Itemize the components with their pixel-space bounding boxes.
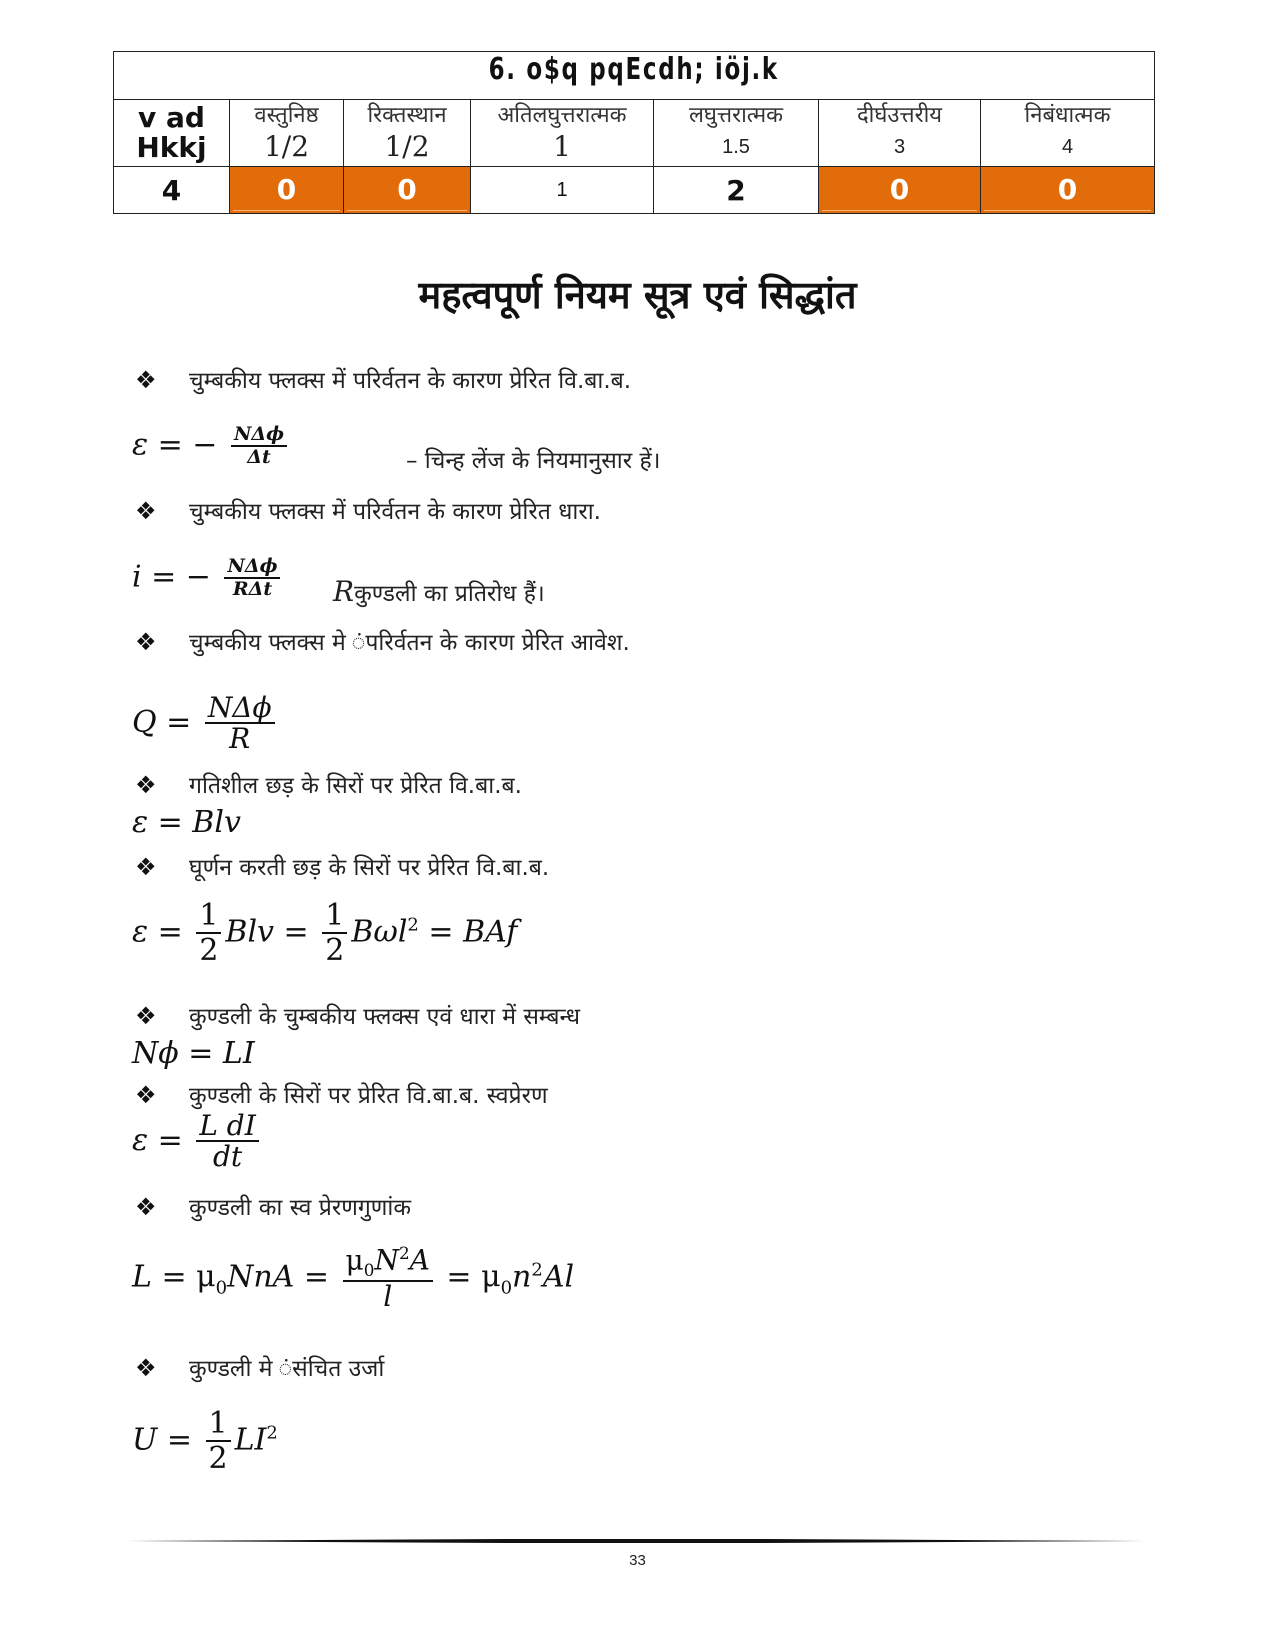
- bullet-induced-charge: [135, 625, 630, 657]
- bullet-diamond-icon: ❖: [135, 366, 157, 394]
- bullet-induced-emf: [135, 363, 631, 395]
- total-marks-header: [114, 100, 230, 167]
- formula-stored-energy: U = $\frac{1}{2}$ $LI^2$: [132, 1406, 278, 1476]
- formula-self-induction-emf: ε = $\frac{\text{L dI}}{dt}$: [132, 1111, 263, 1173]
- bullet-diamond-icon: ❖: [135, 1002, 157, 1030]
- bullet-diamond-icon: ❖: [135, 771, 157, 799]
- fraction: $\frac{\text{NΔϕ}}{\text{RΔt}}$: [224, 557, 280, 600]
- bullet-text: कुण्डली के सिरों पर प्रेरित वि.बा.ब. स्वप्रेरण: [189, 1083, 548, 1109]
- column-mark: 3: [893, 136, 906, 158]
- column-header-essay: [981, 100, 1155, 167]
- note-lenz: – चिन्ह लेंज के नियमानुसार हें।: [406, 448, 661, 474]
- bullet-text: कुण्डली का स्व प्रेरणगुणांक: [189, 1195, 412, 1221]
- formula-self-inductance: $L = \mu_0NnA$ = $\frac{\mu_0N^2A}{l}$ = $\mu_0n^2Al$: [132, 1243, 575, 1313]
- value-long: [819, 167, 981, 214]
- column-mark: 1: [553, 130, 571, 163]
- chapter-title-cell: [114, 52, 1155, 100]
- total-marks-value: 4: [114, 167, 230, 214]
- column-label: वस्तुनिष्ठ: [254, 103, 319, 128]
- value-essay: [981, 167, 1155, 214]
- fraction: $\frac{\text{NΔϕ}}{\Delta t}$: [231, 425, 287, 468]
- bullet-text: चुम्बकीय फ्लक्स मे ंपरिर्वतन के कारण प्रेरित आवेश.: [189, 630, 630, 656]
- bullet-rotating-rod: [135, 850, 549, 882]
- formula-induced-current: i = − $\frac{\text{NΔϕ}}{\text{RΔt}}$: [132, 557, 284, 600]
- resistance-text: कुण्डली का प्रतिरोध हैं।: [354, 581, 545, 607]
- bullet-diamond-icon: ❖: [135, 853, 157, 881]
- bullet-text: चुम्बकीय फ्लक्स में परिर्वतन के कारण प्रेरित धारा.: [189, 499, 601, 525]
- bullet-text: गतिशील छड़ के सिरों पर प्रेरित वि.बा.ब.: [189, 773, 522, 799]
- column-header-long: [819, 100, 981, 167]
- column-header-short: [654, 100, 819, 167]
- total-header-line-1: v ad: [138, 101, 205, 134]
- bullet-diamond-icon: ❖: [135, 1354, 157, 1382]
- bullet-diamond-icon: ❖: [135, 497, 157, 525]
- column-mark: 1.5: [722, 136, 750, 158]
- column-label: दीर्घउत्तरीय: [856, 103, 943, 128]
- bullet-diamond-icon: ❖: [135, 1081, 157, 1109]
- formula-induced-charge: Q = $\frac{\text{NΔϕ}}{R}$: [132, 693, 279, 755]
- formula-rotating-rod: ε = $\frac{1}{2}$ Blv = $\frac{1}{2}$ Bωl$^2$ = BAf: [132, 898, 518, 968]
- column-mark: 1/2: [384, 130, 430, 163]
- column-header-objective: [230, 100, 344, 167]
- resistance-symbol: R: [333, 575, 355, 608]
- bullet-self-induction-emf: [135, 1078, 548, 1110]
- formula-induced-emf: ε = − $\frac{\text{NΔϕ}}{\Delta t}$: [132, 425, 291, 468]
- formula-moving-rod: ε = Blv: [132, 805, 241, 840]
- column-label: निबंधात्मक: [1024, 103, 1111, 128]
- fraction: $\frac{1}{2}$: [206, 1408, 231, 1475]
- bullet-moving-rod: [135, 768, 522, 800]
- column-header-fill-blanks: [344, 100, 471, 167]
- fraction: $\frac{1}{2}$: [196, 900, 221, 967]
- bullet-text: कुण्डली के चुम्बकीय फ्लक्स एवं धारा में सम्बन्ध: [189, 1004, 581, 1030]
- column-mark: 4: [1061, 136, 1074, 158]
- fraction: $\frac{\text{L dI}}{dt}$: [196, 1111, 258, 1173]
- value-short: 2: [654, 167, 819, 214]
- column-label: रिक्तस्थान: [367, 103, 447, 128]
- footer-rule: [125, 1538, 1145, 1544]
- cell-value: 0: [347, 170, 467, 211]
- chapter-title: 6. o$q pqEcdh; iöj.k: [488, 52, 780, 87]
- value-very-short: 1: [471, 167, 654, 214]
- page-heading: महत्वपूर्ण नियम सूत्र एवं सिद्धांत: [418, 273, 857, 317]
- marks-distribution-table: [113, 51, 1155, 214]
- total-header-line-2: Hkkj: [136, 131, 207, 164]
- bullet-diamond-icon: ❖: [135, 1193, 157, 1221]
- note-resistance: [333, 575, 545, 608]
- formula-flux-current: Nϕ = LI: [132, 1036, 255, 1071]
- fraction: $\frac{\mu_0N^2A}{l}$: [343, 1245, 433, 1312]
- cell-value: 0: [984, 170, 1151, 211]
- cell-value: 0: [233, 170, 340, 211]
- bullet-text: कुण्डली मे ंसंचित उर्जा: [189, 1356, 385, 1382]
- column-mark: 1/2: [263, 130, 310, 163]
- cell-value: 0: [822, 170, 977, 211]
- bullet-flux-current-relation: [135, 999, 580, 1031]
- fraction: $\frac{\text{NΔϕ}}{R}$: [205, 693, 275, 755]
- bullet-self-inductance: [135, 1190, 411, 1222]
- bullet-text: घूर्णन करती छड़ के सिरों पर प्रेरित वि.बा.ब.: [189, 855, 550, 881]
- column-label: अतिलघुत्तरात्मक: [497, 103, 627, 128]
- column-header-very-short: [471, 100, 654, 167]
- value-objective: [230, 167, 344, 214]
- page-number: 33: [629, 1552, 646, 1569]
- value-fill-blanks: [344, 167, 471, 214]
- column-label: लघुत्तरात्मक: [688, 103, 784, 128]
- fraction: $\frac{1}{2}$: [322, 900, 347, 967]
- bullet-induced-current: [135, 494, 601, 526]
- bullet-text: चुम्बकीय फ्लक्स में परिर्वतन के कारण प्रेरित वि.बा.ब.: [189, 368, 632, 394]
- bullet-stored-energy: [135, 1351, 384, 1383]
- bullet-diamond-icon: ❖: [135, 628, 157, 656]
